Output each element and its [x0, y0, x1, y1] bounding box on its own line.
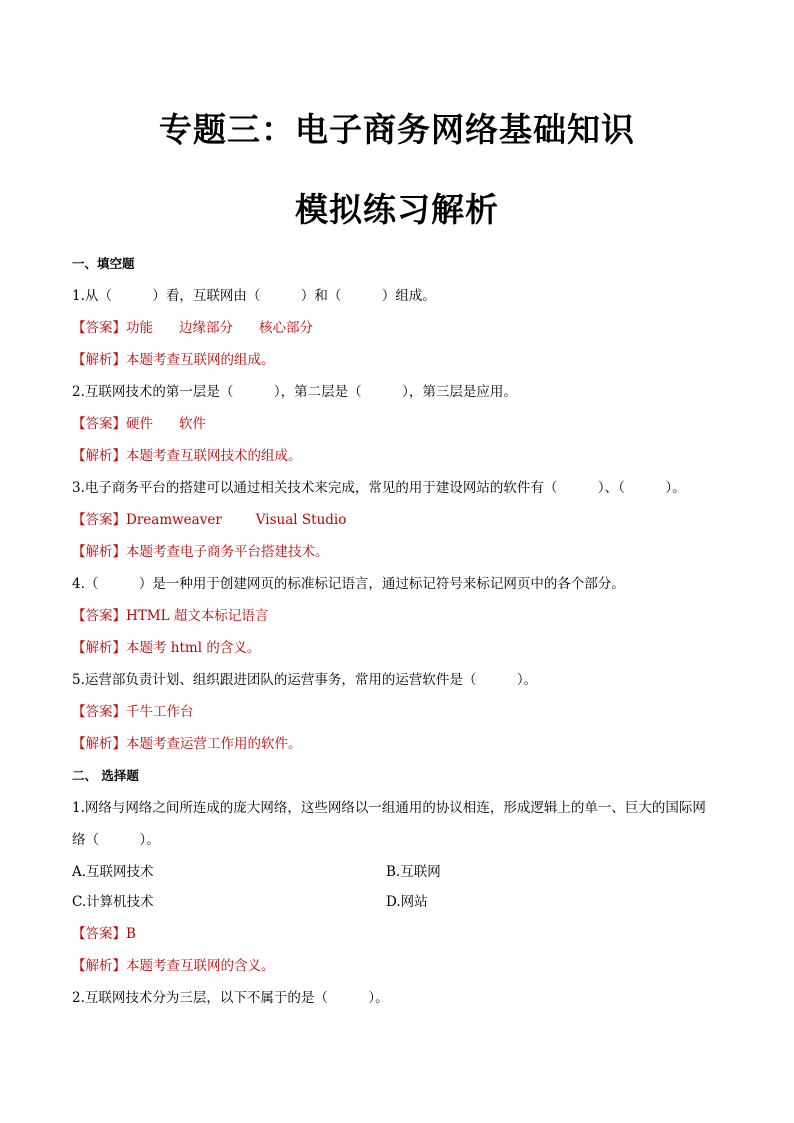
- answer-label: 【答案】: [72, 926, 126, 942]
- answer-value: HTML 超文本标记语言: [126, 608, 269, 624]
- answer-line: [72, 606, 732, 626]
- section-heading-choice: 二、 选择题: [72, 768, 139, 783]
- option-d: D.网站: [386, 894, 428, 910]
- analysis-line: [72, 638, 732, 658]
- answer-value: 功能: [126, 320, 153, 336]
- analysis-text: 本题考查互联网的含义。: [126, 958, 275, 974]
- section-heading-fill: 一、填空题: [72, 256, 135, 271]
- answer-line: [72, 318, 732, 338]
- answer-line: [72, 924, 732, 944]
- answer-label: 【答案】: [72, 608, 126, 624]
- answer-value: Dreamweaver: [126, 512, 222, 528]
- analysis-label: 【解析】: [72, 640, 126, 656]
- analysis-label: 【解析】: [72, 544, 126, 560]
- analysis-text: 本题考查运营工作用的软件。: [126, 736, 302, 752]
- question-stem: 5.运营部负责计划、组织跟进团队的运营事务，常用的运营软件是（ ）。: [72, 672, 538, 688]
- option-a: A.互联网技术: [72, 864, 154, 880]
- question-stem: 1.网络与网络之间所连成的庞大网络，这些网络以一组通用的协议相连，形成逻辑上的单一、巨大的国际网: [72, 800, 706, 816]
- answer-label: 【答案】: [72, 704, 126, 720]
- question-stem: 2.互联网技术分为三层，以下不属于的是（ ）。: [72, 990, 389, 1006]
- question-stem: 1.从（ ）看，互联网由（ ）和（ ）组成。: [72, 288, 436, 304]
- question-stem: 2.互联网技术的第一层是（ ），第二层是（ ），第三层是应用。: [72, 384, 517, 400]
- answer-line: [72, 702, 732, 722]
- analysis-line: [72, 734, 732, 754]
- page-subtitle: 模拟练习解析: [295, 190, 499, 229]
- answer-value: 硬件: [126, 416, 153, 432]
- option-c: C.计算机技术: [72, 894, 154, 910]
- analysis-label: 【解析】: [72, 352, 126, 368]
- analysis-label: 【解析】: [72, 448, 126, 464]
- analysis-label: 【解析】: [72, 958, 126, 974]
- answer-label: 【答案】: [72, 512, 126, 528]
- answer-label: 【答案】: [72, 320, 126, 336]
- question-stem: 3.电子商务平台的搭建可以通过相关技术来完成，常见的用于建设网站的软件有（ ）、（ ）。: [72, 480, 686, 496]
- page-title: 专题三：电子商务网络基础知识: [159, 110, 635, 149]
- answer-value: 软件: [179, 416, 206, 432]
- analysis-text: 本题考查互联网的组成。: [126, 352, 275, 368]
- answer-value: B: [126, 926, 136, 942]
- analysis-line: [72, 446, 732, 466]
- analysis-line: [72, 956, 732, 976]
- analysis-line: [72, 350, 732, 370]
- answer-value: Visual Studio: [255, 512, 347, 528]
- answer-line: [72, 510, 732, 530]
- question-stem-continued: 络（ ）。: [72, 832, 160, 848]
- answer-value: 边缘部分: [179, 320, 233, 336]
- analysis-text: 本题考 html 的含义。: [126, 640, 261, 656]
- answer-value: 千牛工作台: [126, 704, 194, 720]
- answer-label: 【答案】: [72, 416, 126, 432]
- question-stem: 4.（ ）是一种用于创建网页的标准标记语言，通过标记符号来标记网页中的各个部分。: [72, 576, 625, 592]
- option-b: B.互联网: [386, 864, 441, 880]
- analysis-label: 【解析】: [72, 736, 126, 752]
- analysis-text: 本题考查电子商务平台搭建技术。: [126, 544, 329, 560]
- analysis-line: [72, 542, 732, 562]
- analysis-text: 本题考查互联网技术的组成。: [126, 448, 302, 464]
- answer-line: [72, 414, 732, 434]
- answer-value: 核心部分: [259, 320, 313, 336]
